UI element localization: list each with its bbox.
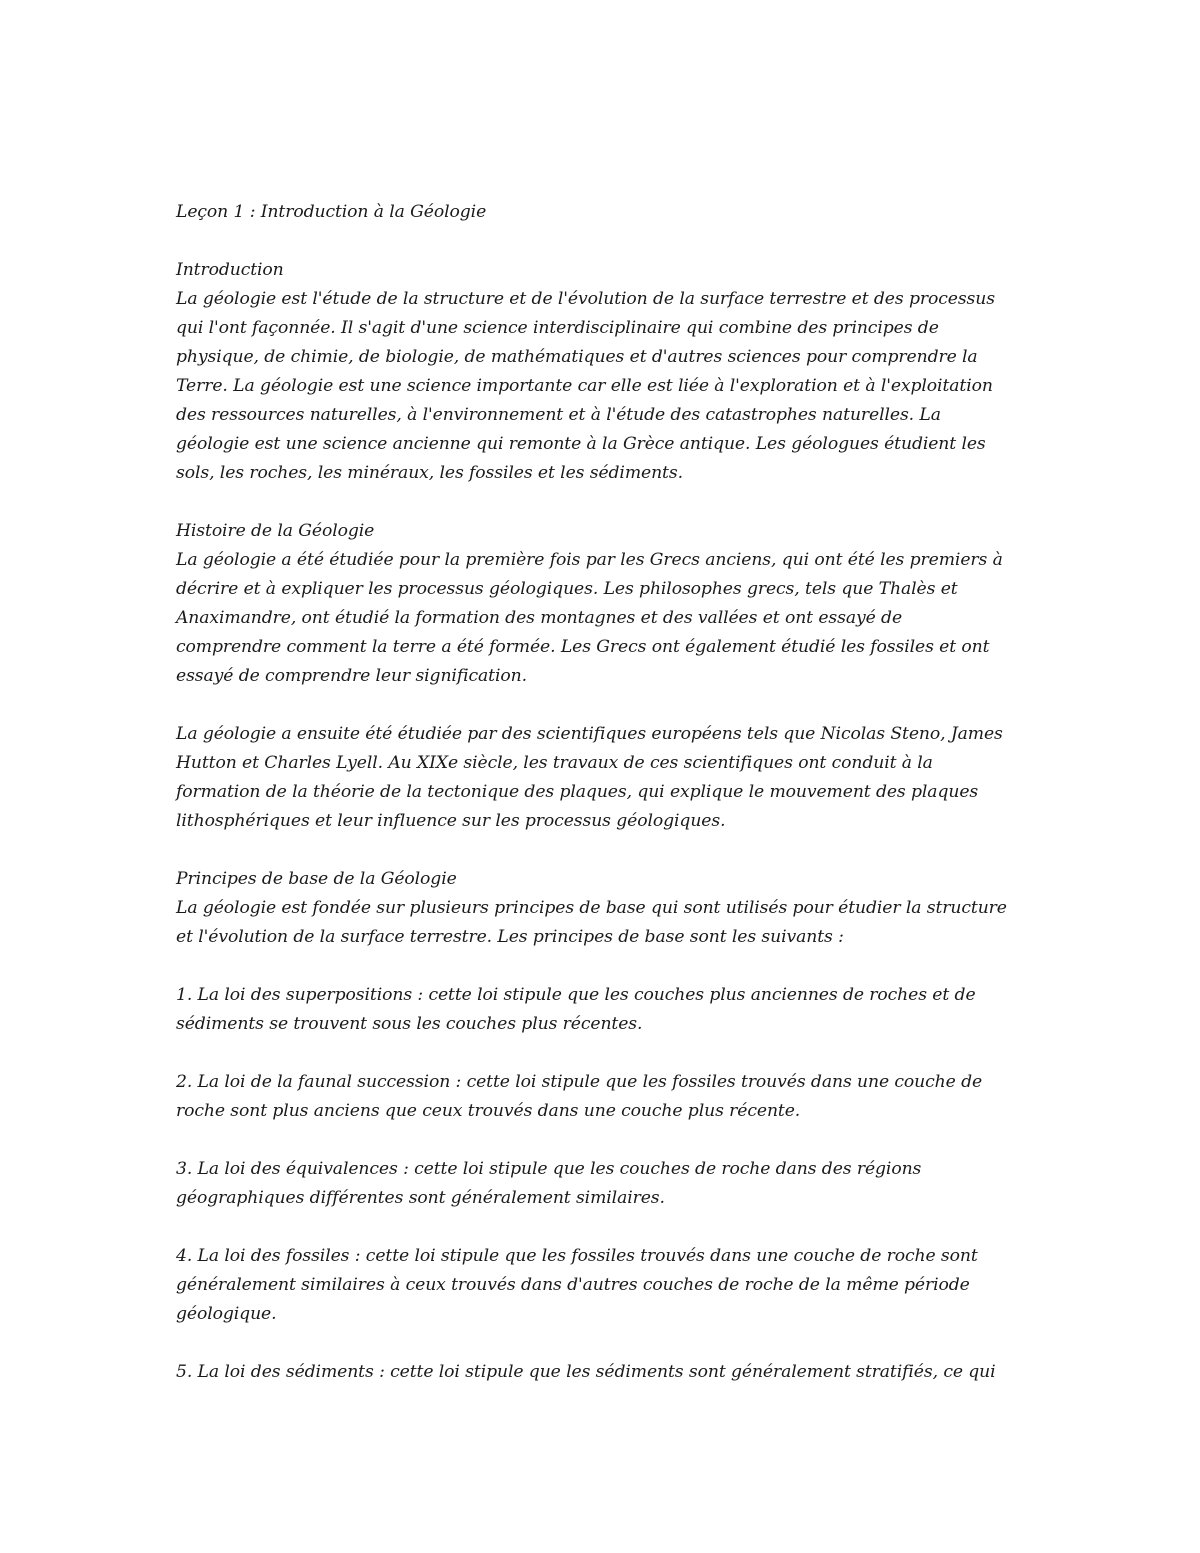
paragraph-line: qui l'ont façonnée. Il s'agit d'une science interdisciplinaire qui combine des principes de bbox=[176, 318, 939, 338]
spacer bbox=[176, 691, 1036, 720]
paragraph-line: La géologie est fondée sur plusieurs principes de base qui sont utilisés pour étudier la structure bbox=[176, 898, 1007, 918]
spacer bbox=[176, 227, 1036, 256]
paragraph-line: lithosphériques et leur influence sur les processus géologiques. bbox=[176, 811, 726, 831]
paragraph-line: La géologie a ensuite été étudiée par des scientifiques européens tels que Nicolas Steno, James bbox=[176, 724, 1003, 744]
paragraph-line: géologie est une science ancienne qui remonte à la Grèce antique. Les géologues étudient les bbox=[176, 434, 986, 454]
list-item-line: 5. La loi des sédiments : cette loi stipule que les sédiments sont généralement stratifiés, ce qui bbox=[176, 1362, 996, 1382]
paragraph-line: Anaximandre, ont étudié la formation des montagnes et des vallées et ont essayé de bbox=[176, 608, 903, 628]
spacer bbox=[176, 952, 1036, 981]
paragraph-line: formation de la théorie de la tectonique des plaques, qui explique le mouvement des plaques bbox=[176, 782, 979, 802]
spacer bbox=[176, 1213, 1036, 1242]
paragraph-line: sols, les roches, les minéraux, les fossiles et les sédiments. bbox=[176, 463, 683, 483]
paragraph-line: La géologie est l'étude de la structure et de l'évolution de la surface terrestre et des processus bbox=[176, 289, 995, 309]
spacer bbox=[176, 488, 1036, 517]
list-item-line: généralement similaires à ceux trouvés dans d'autres couches de roche de la même période bbox=[176, 1275, 970, 1295]
list-item-line: roche sont plus anciens que ceux trouvés dans une couche plus récente. bbox=[176, 1101, 801, 1121]
list-item-line: géographiques différentes sont généralement similaires. bbox=[176, 1188, 665, 1208]
spacer bbox=[176, 836, 1036, 865]
spacer bbox=[176, 1329, 1036, 1358]
paragraph-line: et l'évolution de la surface terrestre. Les principes de base sont les suivants : bbox=[176, 927, 844, 947]
section-heading-introduction: Introduction bbox=[176, 260, 284, 280]
spacer bbox=[176, 1126, 1036, 1155]
document-body bbox=[176, 198, 1036, 1387]
list-item-line: 2. La loi de la faunal succession : cette loi stipule que les fossiles trouvés dans une couche de bbox=[176, 1072, 983, 1092]
paragraph-line: essayé de comprendre leur signification. bbox=[176, 666, 527, 686]
spacer bbox=[176, 1039, 1036, 1068]
list-item-line: 1. La loi des superpositions : cette loi stipule que les couches plus anciennes de roches et de bbox=[176, 985, 976, 1005]
document-title: Leçon 1 : Introduction à la Géologie bbox=[176, 202, 487, 222]
list-item-line: 4. La loi des fossiles : cette loi stipule que les fossiles trouvés dans une couche de roche sont bbox=[176, 1246, 978, 1266]
list-item-line: géologique. bbox=[176, 1304, 277, 1324]
paragraph-line: Hutton et Charles Lyell. Au XIXe siècle, les travaux de ces scientifiques ont conduit à la bbox=[176, 753, 933, 773]
paragraph-line: des ressources naturelles, à l'environnement et à l'étude des catastrophes naturelles. La bbox=[176, 405, 941, 425]
paragraph-line: physique, de chimie, de biologie, de mathématiques et d'autres sciences pour comprendre la bbox=[176, 347, 978, 367]
paragraph-line: Terre. La géologie est une science importante car elle est liée à l'exploration et à l'exploitation bbox=[176, 376, 993, 396]
section-heading-history: Histoire de la Géologie bbox=[176, 521, 375, 541]
paragraph-line: comprendre comment la terre a été formée. Les Grecs ont également étudié les fossiles et ont bbox=[176, 637, 990, 657]
list-item-line: sédiments se trouvent sous les couches plus récentes. bbox=[176, 1014, 643, 1034]
list-item-line: 3. La loi des équivalences : cette loi stipule que les couches de roche dans des régions bbox=[176, 1159, 922, 1179]
paragraph-line: décrire et à expliquer les processus géologiques. Les philosophes grecs, tels que Thalès et bbox=[176, 579, 958, 599]
section-heading-principles: Principes de base de la Géologie bbox=[176, 869, 457, 889]
paragraph-line: La géologie a été étudiée pour la première fois par les Grecs anciens, qui ont été les premiers à bbox=[176, 550, 1003, 570]
